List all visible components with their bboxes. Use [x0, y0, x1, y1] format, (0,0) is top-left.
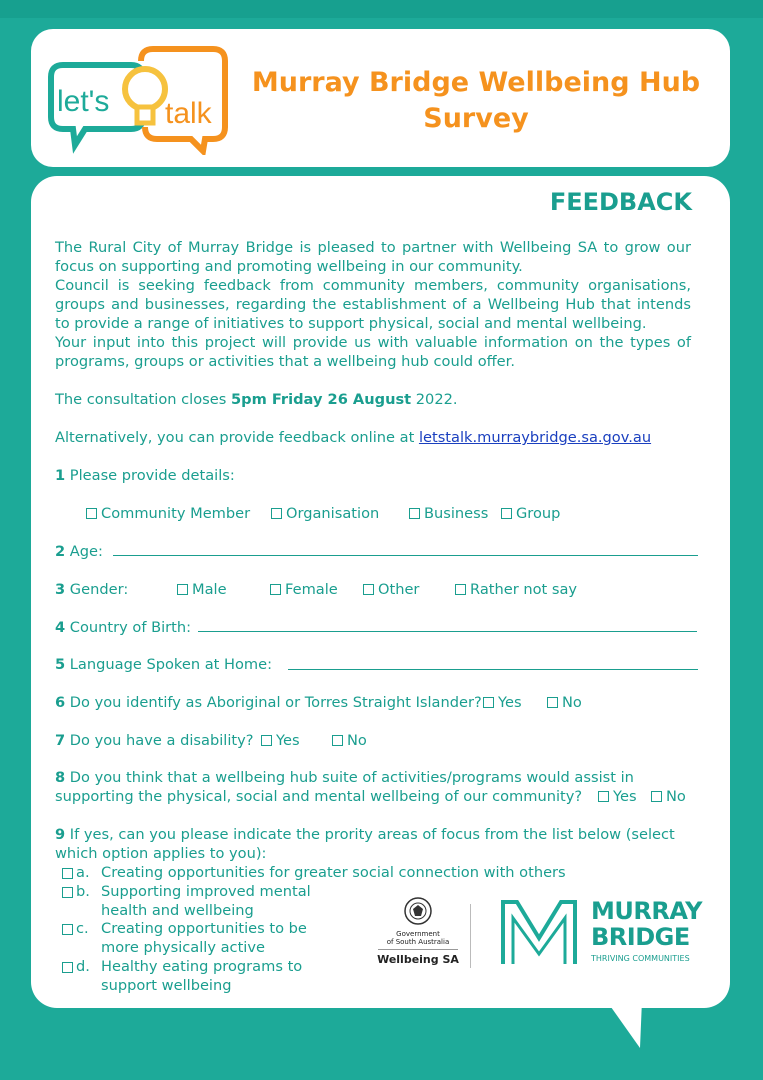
question-number: 1 [55, 467, 66, 484]
question-label: Age: [69, 543, 103, 560]
header-card [31, 29, 730, 167]
option-label: Supporting improved mental [101, 883, 311, 900]
question-label: Gender: [69, 581, 129, 598]
option-male[interactable] [177, 580, 227, 599]
online-feedback-link[interactable]: letstalk.murraybridge.sa.gov.au [418, 429, 652, 446]
checkbox[interactable] [261, 735, 272, 746]
wellbeing-sa-logo [363, 896, 473, 976]
checkbox[interactable] [455, 584, 466, 595]
option-label: Business [424, 505, 489, 522]
option-label: Yes [276, 732, 300, 749]
checkbox[interactable] [86, 508, 97, 519]
option-letter: d. [76, 958, 90, 975]
checkbox[interactable] [547, 697, 558, 708]
option-label: more physically active [101, 939, 265, 956]
option-yes[interactable] [483, 693, 522, 712]
question-number: 4 [55, 619, 66, 636]
murray-bridge-logo [499, 897, 702, 968]
option-label: Creating opportunities for greater social connection with others [101, 864, 566, 881]
checkbox[interactable] [501, 508, 512, 519]
intro-text [55, 238, 691, 371]
option-label: Community Member [101, 505, 251, 522]
option-label: No [562, 694, 582, 711]
section-title: FEEDBACK [549, 188, 692, 216]
option-group[interactable] [501, 504, 560, 523]
question-number: 9 [55, 826, 66, 843]
checkbox[interactable] [62, 962, 73, 973]
closing-suffix: 2022. [411, 391, 458, 408]
option-label: health and wellbeing [101, 902, 254, 919]
closing-date-bold: 5pm Friday 26 August [230, 391, 412, 408]
option-label: Rather not say [470, 581, 578, 598]
question-label: Do you have a disability? [69, 732, 254, 749]
question-5 [55, 655, 272, 674]
question-number: 6 [55, 694, 66, 711]
closing-date [55, 390, 458, 409]
question-number: 2 [55, 543, 66, 560]
question-9-line-2 [55, 844, 266, 863]
option-no[interactable] [547, 693, 582, 712]
question-label: supporting the physical, social and mental wellbeing of our community? [55, 788, 583, 805]
checkbox[interactable] [271, 508, 282, 519]
question-2 [55, 542, 103, 561]
intro-paragraph: Council is seeking feedback from community members, community organisations, groups and businesses, regarding the establishment of a Wellbeing Hub that intends to provide a range of initiatives to support physical, social and mental wellbeing. [55, 277, 691, 332]
question-6 [55, 693, 482, 712]
option-letter: c. [76, 920, 89, 937]
page-title: Murray Bridge Wellbeing Hub Survey [251, 67, 701, 134]
option-business[interactable] [409, 504, 488, 523]
sa-gov-line-1: Government [396, 930, 440, 938]
option-letter: b. [76, 883, 90, 900]
checkbox[interactable] [62, 868, 73, 879]
option-label: Group [516, 505, 561, 522]
top-band [0, 0, 763, 18]
question-4 [55, 618, 191, 637]
question-number: 8 [55, 769, 66, 786]
option-yes[interactable] [261, 731, 300, 750]
option-no[interactable] [651, 787, 686, 806]
mb-line-1: MURRAY [591, 897, 702, 925]
option-label: Other [378, 581, 420, 598]
option-organisation[interactable] [271, 504, 379, 523]
option-community-member[interactable] [86, 504, 250, 523]
question-label: If yes, can you please indicate the prority areas of focus from the list below (select [69, 826, 675, 843]
option-label: Creating opportunities to be [101, 920, 307, 937]
option-letter: a. [76, 864, 90, 881]
checkbox[interactable] [483, 697, 494, 708]
question-label: Please provide details: [69, 467, 235, 484]
speech-tail [606, 1000, 642, 1050]
checkbox[interactable] [598, 791, 609, 802]
option-yes[interactable] [598, 787, 637, 806]
question-label: Language Spoken at Home: [69, 656, 273, 673]
language-input-line[interactable] [288, 669, 698, 670]
option-female[interactable] [270, 580, 338, 599]
option-label: No [347, 732, 367, 749]
question-8-line-2 [55, 787, 582, 806]
logo-text-talk: talk [165, 97, 212, 130]
crest-icon [401, 896, 435, 926]
option-other[interactable] [363, 580, 419, 599]
checkbox[interactable] [270, 584, 281, 595]
option-label: Healthy eating programs to [101, 958, 303, 975]
logo-divider [470, 904, 471, 968]
closing-prefix: The consultation closes [55, 391, 231, 408]
online-feedback [55, 428, 651, 447]
question-number: 5 [55, 656, 66, 673]
question-8 [55, 768, 634, 787]
question-number: 3 [55, 581, 66, 598]
option-label: Male [192, 581, 227, 598]
survey-card [31, 176, 730, 1008]
question-number: 7 [55, 732, 66, 749]
option-label: No [666, 788, 686, 805]
checkbox[interactable] [651, 791, 662, 802]
sa-name: Wellbeing SA [377, 953, 459, 966]
option-label: support wellbeing [101, 977, 232, 994]
online-prefix: Alternatively, you can provide feedback online at [55, 429, 419, 446]
age-input-line[interactable] [113, 555, 698, 556]
mb-line-2: BRIDGE [591, 923, 690, 951]
option-no[interactable] [332, 731, 367, 750]
question-9 [55, 825, 675, 844]
intro-paragraph: Your input into this project will provide us with valuable information on the types of programs, groups or activities that a wellbeing hub could offer. [55, 334, 691, 370]
sa-divider [378, 949, 458, 950]
checkbox[interactable] [332, 735, 343, 746]
option-label: Female [285, 581, 338, 598]
checkbox[interactable] [363, 584, 374, 595]
question-label: which option applies to you): [55, 845, 267, 862]
priority-option-d[interactable] [45, 957, 345, 995]
priority-option-a[interactable] [45, 863, 605, 882]
question-label: Do you think that a wellbeing hub suite of activities/programs would assist in [69, 769, 634, 786]
checkbox[interactable] [409, 508, 420, 519]
option-label: Yes [498, 694, 522, 711]
intro-paragraph: The Rural City of Murray Bridge is pleased to partner with Wellbeing SA to grow our focus on supporting and promoting wellbeing in our community. [55, 239, 691, 275]
question-label: Country of Birth: [69, 619, 192, 636]
checkbox[interactable] [177, 584, 188, 595]
mb-tagline: THRIVING COMMUNITIES [591, 954, 690, 963]
lets-talk-logo [45, 43, 230, 155]
murray-bridge-m-icon [499, 898, 579, 968]
priority-option-c[interactable] [45, 919, 345, 957]
question-7 [55, 731, 253, 750]
option-label: Yes [613, 788, 637, 805]
question-1 [55, 466, 235, 485]
option-rather-not-say[interactable] [455, 580, 577, 599]
question-3 [55, 580, 128, 599]
checkbox[interactable] [62, 924, 73, 935]
checkbox[interactable] [62, 887, 73, 898]
question-label: Do you identify as Aboriginal or Torres Straight Islander? [69, 694, 482, 711]
sa-gov-line-2: of South Australia [386, 938, 450, 946]
priority-option-b[interactable] [45, 882, 345, 920]
option-label: Organisation [286, 505, 380, 522]
logo-text-lets: let's [57, 85, 110, 118]
country-input-line[interactable] [198, 631, 697, 632]
